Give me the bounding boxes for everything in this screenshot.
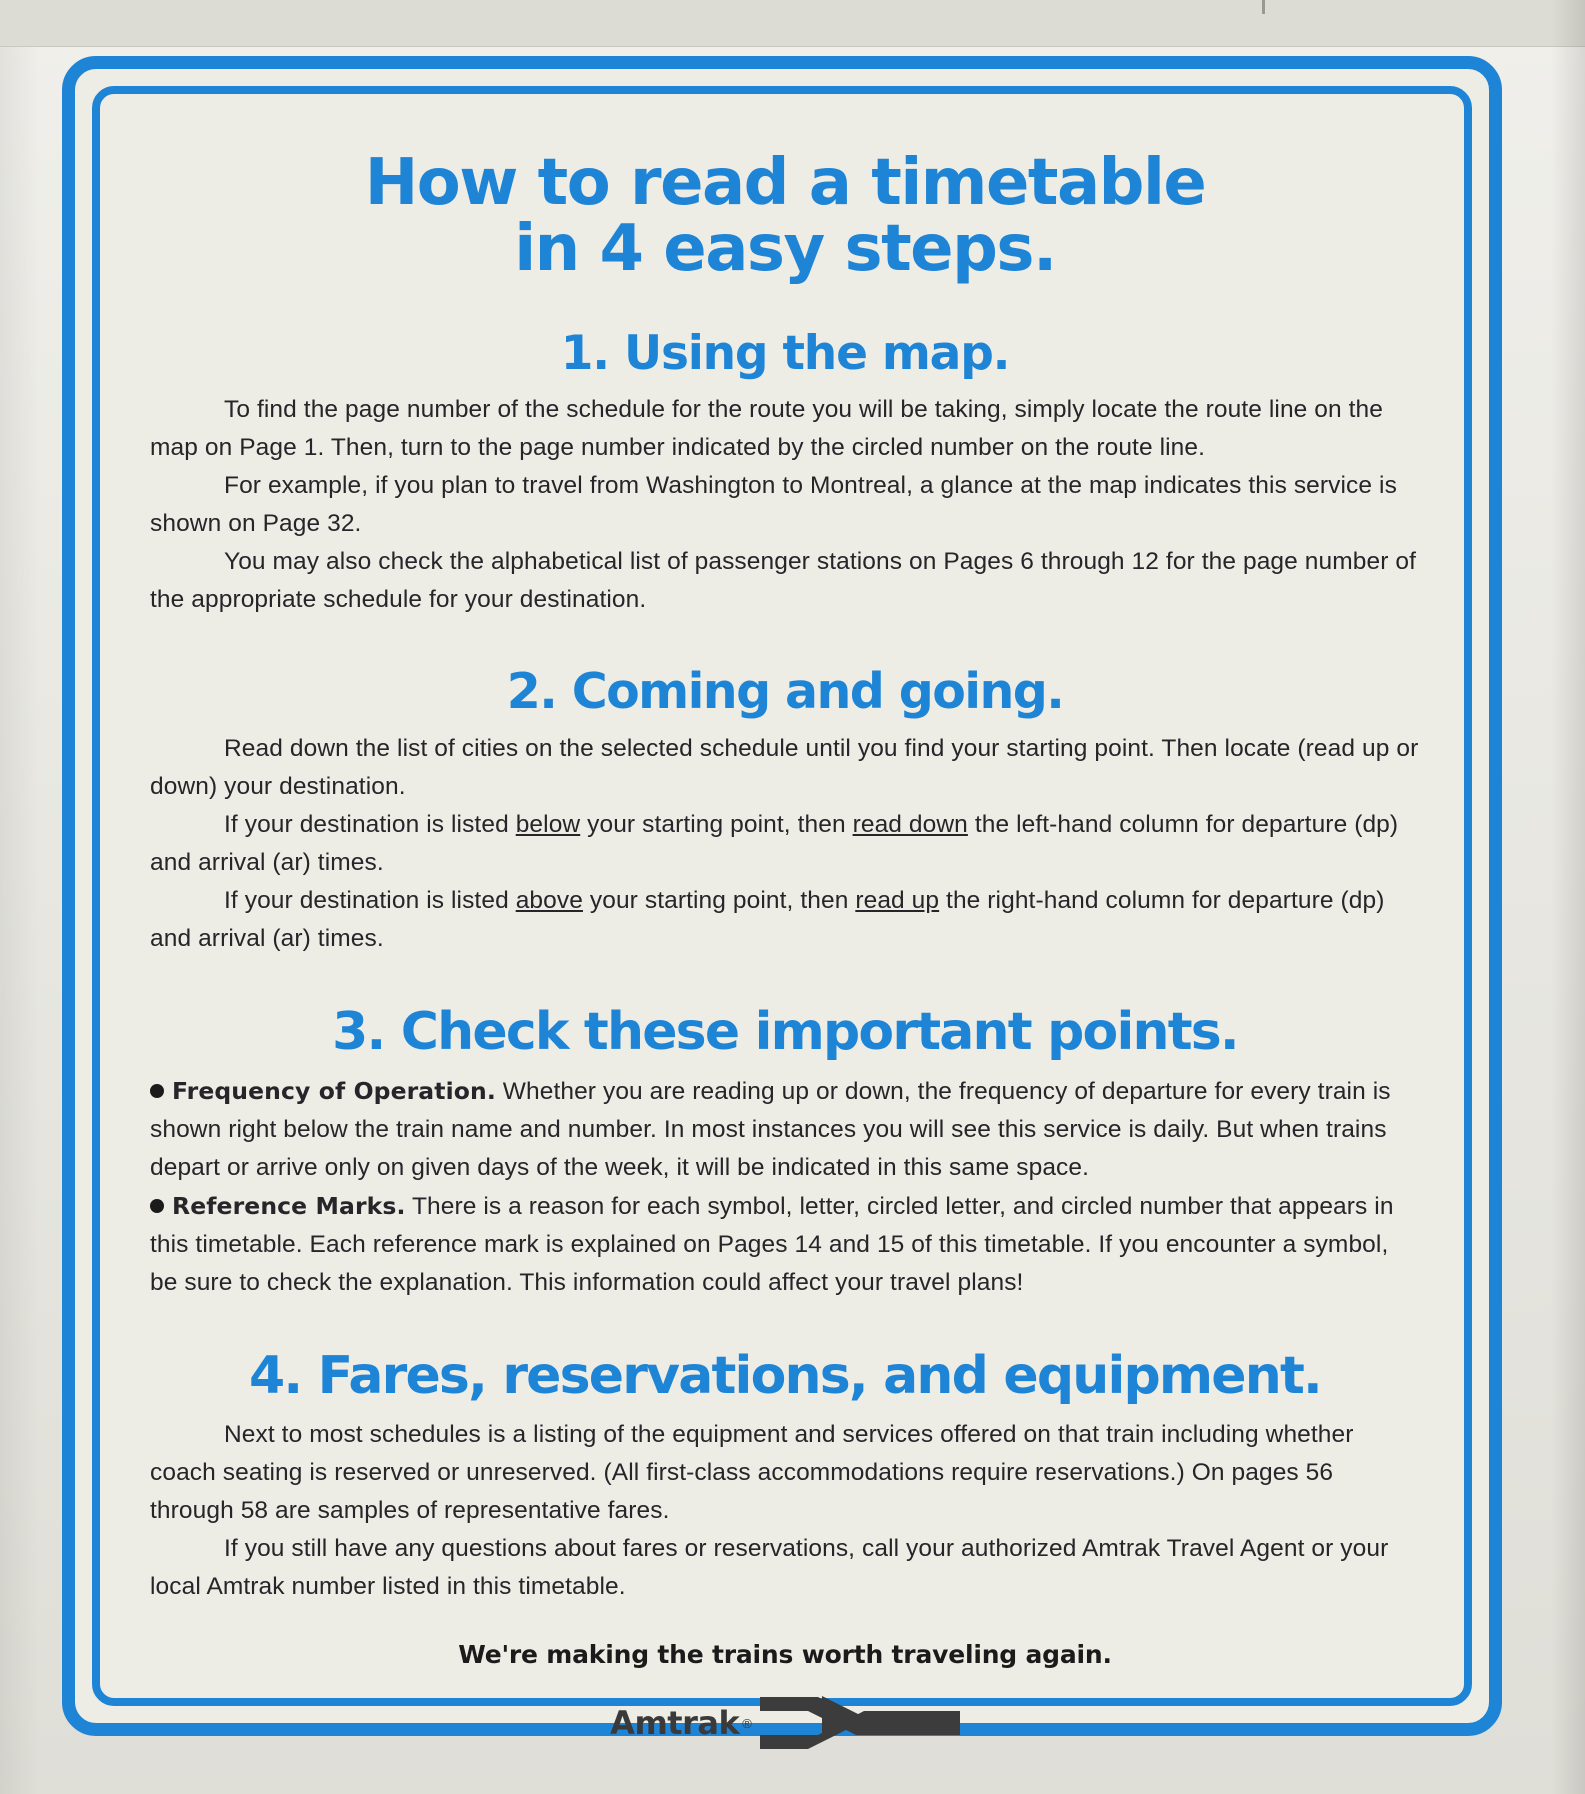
step-2-paragraph-below [150,806,1420,882]
bullet-frequency-text: Whether you are reading up or down, the frequency of departure for every train is shown right below the train name and number. In most instances you will see this service is daily. But when trains depart or arrive only on given days of the week, it will be indicated in this same space. [150,1078,1391,1181]
amtrak-wordmark: Amtrak [610,1704,740,1742]
step-4-heading: 4. Fares, reservations, and equipment. [249,1346,1321,1406]
scan-right-shadow [1551,0,1585,1794]
scan-top-gutter [0,0,1585,47]
step-1-paragraph-2: For example, if you plan to travel from Washington to Montreal, a glance at the map indicates this service is shown on Page 32. [150,472,1397,537]
registered-trademark-icon: ® [742,1715,752,1731]
bullet-frequency-label: Frequency of Operation. [172,1077,496,1105]
bullet-dot-icon [150,1084,164,1098]
step-2-below-pre: If your destination is listed [224,811,516,838]
step-2-below-post: the left-hand column for departure (dp) and arrival (ar) times. [150,811,1399,876]
step-2-above-mid: your starting point, then [582,887,856,914]
bullet-reference-label: Reference Marks. [172,1192,406,1220]
step-3-heading: 3. Check these important points. [332,1002,1238,1062]
bullet-dot-icon [150,1199,164,1213]
bullet-reference-text: There is a reason for each symbol, letter, circled letter, and circled number that appears in this timetable. Each reference mark is explained on Pages 14 and 15 of this timetable. If you encounter a symbol, be sure to check the explanation. This information could affect your travel plans! [150,1193,1394,1296]
step-2-below-underline-2: read down [852,811,968,838]
page-title [150,146,1420,286]
step-2-below-mid: your starting point, then [580,811,853,838]
page-title-line-2: in 4 easy steps. [514,212,1056,286]
amtrak-logo [150,1695,1420,1751]
step-2-paragraph-1: Read down the list of cities on the selected schedule until you find your starting point. Then locate (read up or down) your destination. [150,735,1419,800]
step-2-below-underline-1: below [515,811,581,838]
step-2-above-post: the right-hand column for departure (dp) and arrival (ar) times. [150,887,1385,952]
step-2-heading: 2. Coming and going. [506,663,1064,720]
step-2-above-underline-2: read up [855,887,940,914]
step-1-heading: 1. Using the map. [560,326,1010,381]
step-4-paragraph-1: Next to most schedules is a listing of the equipment and services offered on that train including whether coach seating is reserved or unreserved. (All first-class accommodations require reservations.) On pages 56 through 58 are samples of representative fares. [150,1421,1354,1524]
step-2-above-pre: If your destination is listed [224,887,516,914]
bullet-frequency-of-operation [150,1072,1420,1187]
step-1-paragraph-1: To find the page number of the schedule for the route you will be taking, simply locate the route line on the map on Page 1. Then, turn to the page number indicated by the circled number on the route line. [150,396,1384,461]
step-4-paragraph-2: If you still have any questions about fares or reservations, call your authorized Amtrak Travel Agent or your local Amtrak number listed in this timetable. [150,1535,1389,1600]
step-2-above-underline-1: above [515,887,583,914]
page-title-line-1: How to read a timetable [364,146,1206,220]
amtrak-arrow-logo-icon [760,1695,960,1751]
scan-registration-tick [1262,0,1265,14]
bullet-reference-marks [150,1187,1420,1302]
step-2-paragraph-above [150,882,1420,958]
step-1-paragraph-3: You may also check the alphabetical list of passenger stations on Pages 6 through 12 for the page number of the appropriate schedule for your destination. [150,548,1416,613]
tagline: We're making the trains worth traveling again. [458,1640,1112,1669]
brochure-content [150,120,1420,1742]
